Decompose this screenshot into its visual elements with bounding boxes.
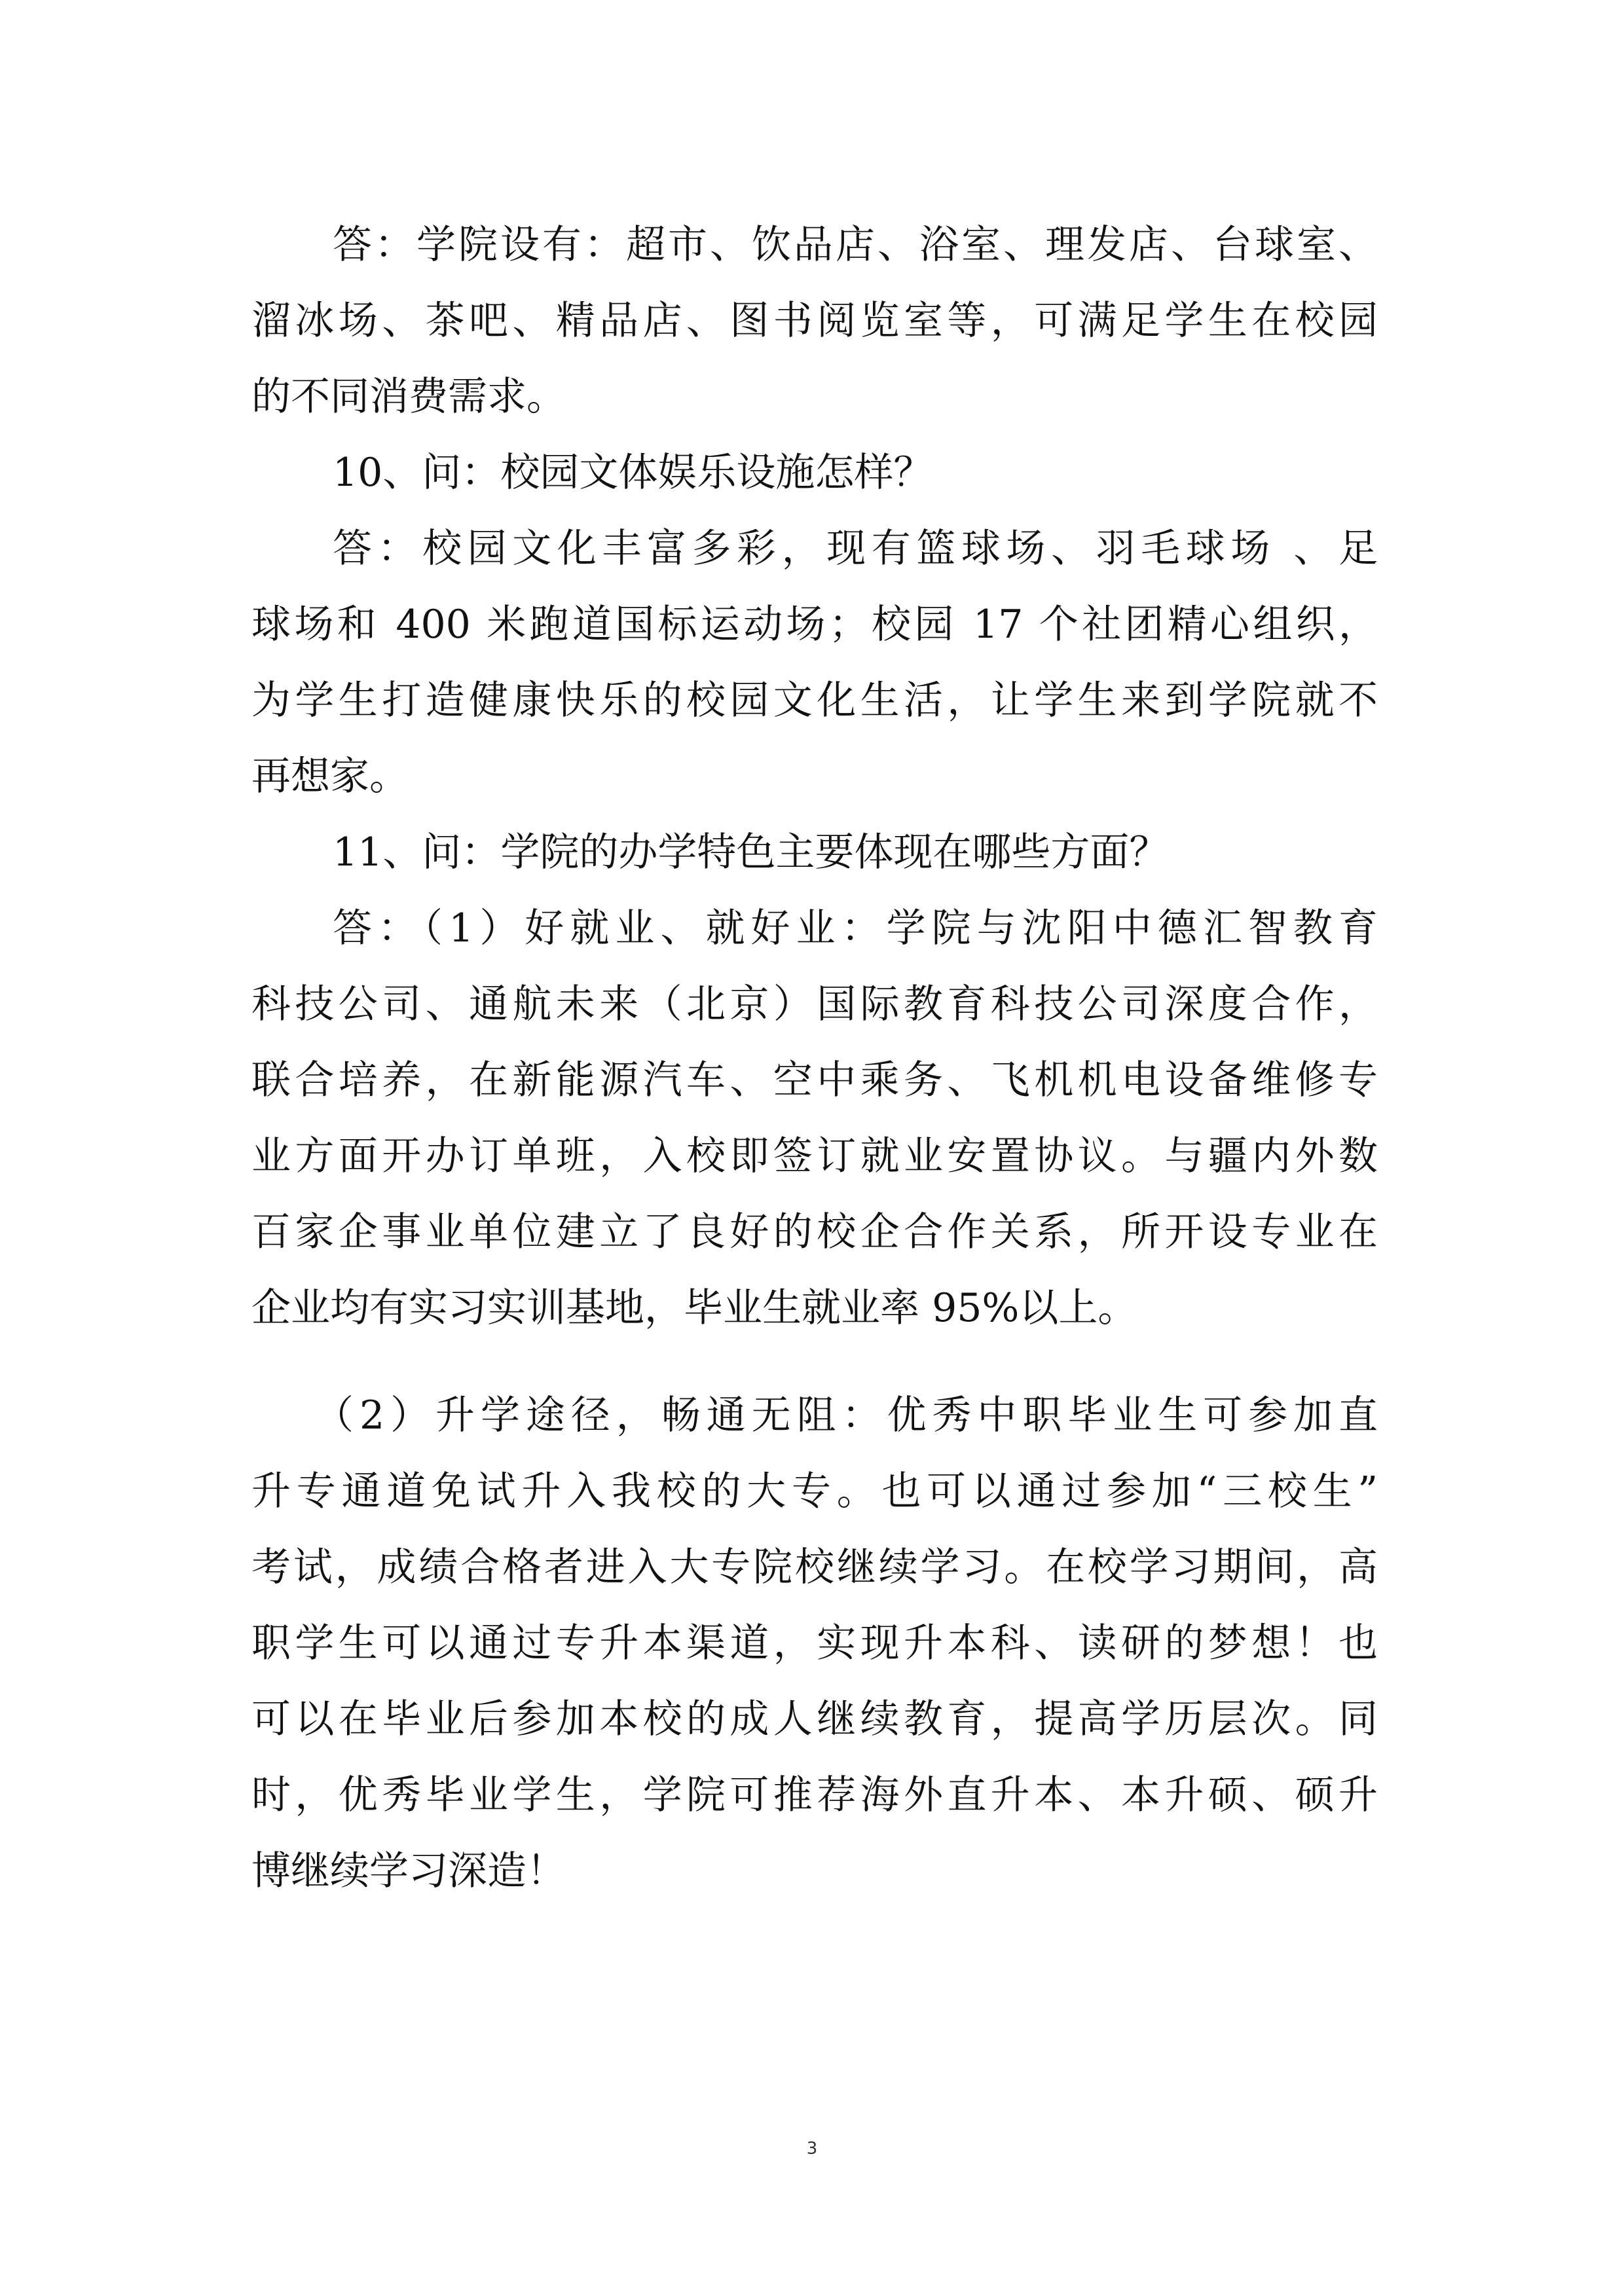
text-line: 为学生打造健康快乐的校园文化生活，让学生来到学院就不 bbox=[251, 678, 1378, 723]
text-line: 的不同消费需求。 bbox=[251, 374, 566, 420]
text-line: 博继续学习深造！ bbox=[251, 1848, 566, 1894]
page-number: 3 bbox=[806, 2139, 818, 2159]
text-line: 联合培养，在新能源汽车、空中乘务、飞机机电设备维修专 bbox=[251, 1057, 1378, 1103]
text-line: 科技公司、通航未来（北京）国际教育科技公司深度合作， bbox=[251, 981, 1378, 1027]
text-line: 答：学院设有：超市、饮品店、浴室、理发店、台球室、 bbox=[333, 222, 1378, 268]
text-line: （2）升学途径，畅通无阻：优秀中职毕业生可参加直 bbox=[314, 1393, 1378, 1438]
text-line: 再想家。 bbox=[251, 754, 409, 799]
text-line: 业方面开办订单班，入校即签订就业安置协议。与疆内外数 bbox=[251, 1133, 1378, 1179]
question-heading: 11、问：学院的办学特色主要体现在哪些方面？ bbox=[333, 829, 1169, 875]
question-heading: 10、问：校园文体娱乐设施怎样？ bbox=[333, 450, 933, 496]
text-line: 溜冰场、茶吧、精品店、图书阅览室等，可满足学生在校园 bbox=[251, 298, 1378, 344]
text-line: 考试，成绩合格者进入大专院校继续学习。在校学习期间，高 bbox=[251, 1544, 1378, 1590]
text-line: 答：校园文化丰富多彩，现有篮球场、羽毛球场 、足 bbox=[333, 526, 1378, 572]
text-line: 升专通道免试升入我校的大专。也可以通过参加“三校生” bbox=[251, 1468, 1378, 1514]
text-line: 企业均有实习实训基地，毕业生就业率 95%以上。 bbox=[251, 1285, 1137, 1331]
text-line: 答：（1）好就业、就好业：学院与沈阳中德汇智教育 bbox=[333, 905, 1378, 951]
text-line: 球场和 400 米跑道国标运动场；校园 17 个社团精心组织， bbox=[251, 602, 1378, 647]
text-line: 职学生可以通过专升本渠道，实现升本科、读研的梦想！也 bbox=[251, 1620, 1378, 1666]
text-line: 时，优秀毕业学生，学院可推荐海外直升本、本升硕、硕升 bbox=[251, 1772, 1378, 1818]
text-line: 可以在毕业后参加本校的成人继续教育，提高学历层次。同 bbox=[251, 1696, 1378, 1742]
text-line: 百家企事业单位建立了良好的校企合作关系，所开设专业在 bbox=[251, 1209, 1378, 1255]
